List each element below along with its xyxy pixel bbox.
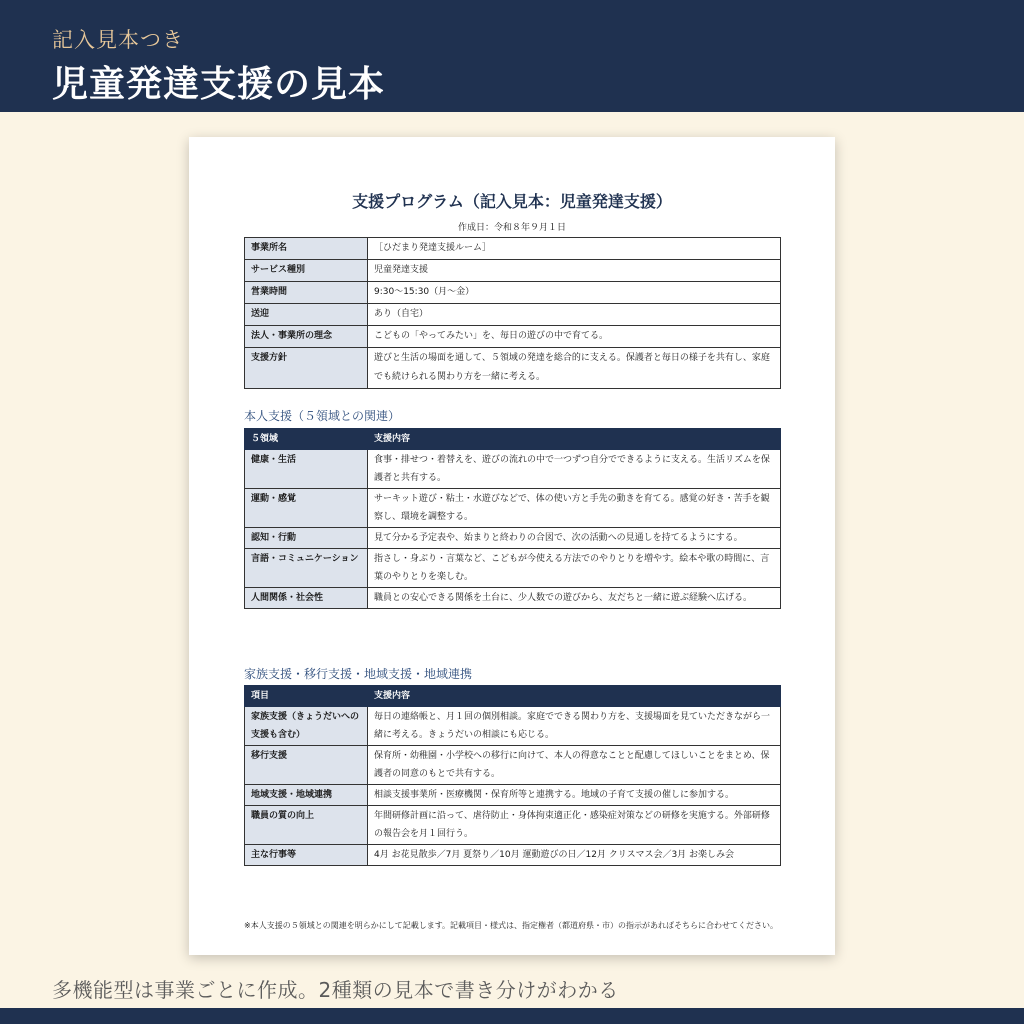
row-value: あり（自宅） xyxy=(368,304,781,326)
bottom-bar xyxy=(0,1008,1024,1024)
row-label: 健康・生活 xyxy=(245,450,368,489)
table-row xyxy=(245,238,781,260)
row-value: 9:30〜15:30（月〜金） xyxy=(368,282,781,304)
row-label: 地域支援・地域連携 xyxy=(245,785,368,806)
table-row xyxy=(245,489,781,528)
row-label: サービス種別 xyxy=(245,260,368,282)
table-row xyxy=(245,845,781,866)
row-value: 年間研修計画に沿って、虐待防止・身体拘束適正化・感染症対策などの研修を実施する。外部研修の報告会を月１回行う。 xyxy=(368,806,781,845)
header-title: 児童発達支援の見本 xyxy=(52,64,386,105)
header-subtitle: 記入見本つき xyxy=(52,28,184,52)
table-row xyxy=(245,528,781,549)
table-row xyxy=(245,746,781,785)
row-value: 保育所・幼稚園・小学校への移行に向けて、本人の得意なことと配慮してほしいことをまとめ、保護者の同意のもとで共有する。 xyxy=(368,746,781,785)
row-label: 人間関係・社会性 xyxy=(245,588,368,609)
column-header: ５領域 xyxy=(245,429,368,450)
footnote: ※本人支援の５領域との関連を明らかにして記載します。記載項目・様式は、指定権者（都道府県・市）の指示があればそちらに合わせてください。 xyxy=(244,921,779,930)
row-value: 4月 お花見散歩／7月 夏祭り／10月 運動遊びの日／12月 クリスマス会／3月 お楽しみ会 xyxy=(368,845,781,866)
table-header-row xyxy=(245,429,781,450)
row-value: 遊びと生活の場面を通して、５領域の発達を総合的に支える。保護者と毎日の様子を共有し、家庭でも続けられる関わり方を一緒に考える。 xyxy=(368,348,781,389)
row-label: 法人・事業所の理念 xyxy=(245,326,368,348)
row-label: 家族支援（きょうだいへの支援も含む） xyxy=(245,707,368,746)
section-title-honnin: 本人支援（５領域との関連） xyxy=(244,409,401,423)
bottom-caption: 多機能型は事業ごとに作成。2種類の見本で書き分けがわかる xyxy=(52,978,619,1002)
table-row xyxy=(245,450,781,489)
table-row xyxy=(245,806,781,845)
family-support-table xyxy=(244,685,781,866)
row-value: 毎日の連絡帳と、月１回の個別相談。家庭でできる関わり方を、支援場面を見ていただきながら一緒に考える。きょうだいの相談にも応じる。 xyxy=(368,707,781,746)
row-label: 主な行事等 xyxy=(245,845,368,866)
table-header-row xyxy=(245,686,781,707)
table-row xyxy=(245,282,781,304)
table-row xyxy=(245,549,781,588)
table-row xyxy=(245,326,781,348)
row-value: ［ひだまり発達支援ルーム］ xyxy=(368,238,781,260)
header-banner xyxy=(0,0,1024,112)
row-value: こどもの「やってみたい」を、毎日の遊びの中で育てる。 xyxy=(368,326,781,348)
table-row xyxy=(245,304,781,326)
table-row xyxy=(245,588,781,609)
row-value: 相談支援事業所・医療機関・保育所等と連携する。地域の子育て支援の催しに参加する。 xyxy=(368,785,781,806)
row-value: 見て分かる予定表や、始まりと終わりの合図で、次の活動への見通しを持てるようにする。 xyxy=(368,528,781,549)
row-label: 送迎 xyxy=(245,304,368,326)
row-label: 認知・行動 xyxy=(245,528,368,549)
info-table xyxy=(244,237,781,389)
column-header: 支援内容 xyxy=(368,429,781,450)
row-value: 児童発達支援 xyxy=(368,260,781,282)
row-value: サーキット遊び・粘土・水遊びなどで、体の使い方と手先の動きを育てる。感覚の好き・苦手を観察し、環境を調整する。 xyxy=(368,489,781,528)
column-header: 項目 xyxy=(245,686,368,707)
table-row xyxy=(245,707,781,746)
row-label: 言語・コミュニケーション xyxy=(245,549,368,588)
table-row xyxy=(245,260,781,282)
section-title-kazoku: 家族支援・移行支援・地域支援・地域連携 xyxy=(244,667,473,681)
row-label: 事業所名 xyxy=(245,238,368,260)
table-row xyxy=(245,348,781,389)
row-value: 職員との安心できる関係を土台に、少人数での遊びから、友だちと一緒に遊ぶ経験へ広げる。 xyxy=(368,588,781,609)
row-value: 食事・排せつ・着替えを、遊びの流れの中で一つずつ自分でできるように支える。生活リズムを保護者と共有する。 xyxy=(368,450,781,489)
document-paper xyxy=(189,137,835,955)
document-title: 支援プログラム（記入見本：児童発達支援） xyxy=(352,192,672,211)
honnin-support-table xyxy=(244,428,781,609)
row-value: 指さし・身ぶり・言葉など、こどもが今使える方法でのやりとりを増やす。絵本や歌の時間に、言葉のやりとりを楽しむ。 xyxy=(368,549,781,588)
row-label: 営業時間 xyxy=(245,282,368,304)
table-row xyxy=(245,785,781,806)
column-header: 支援内容 xyxy=(368,686,781,707)
row-label: 職員の質の向上 xyxy=(245,806,368,845)
row-label: 運動・感覚 xyxy=(245,489,368,528)
document-date: 作成日：令和８年９月１日 xyxy=(457,223,566,233)
row-label: 移行支援 xyxy=(245,746,368,785)
row-label: 支援方針 xyxy=(245,348,368,389)
